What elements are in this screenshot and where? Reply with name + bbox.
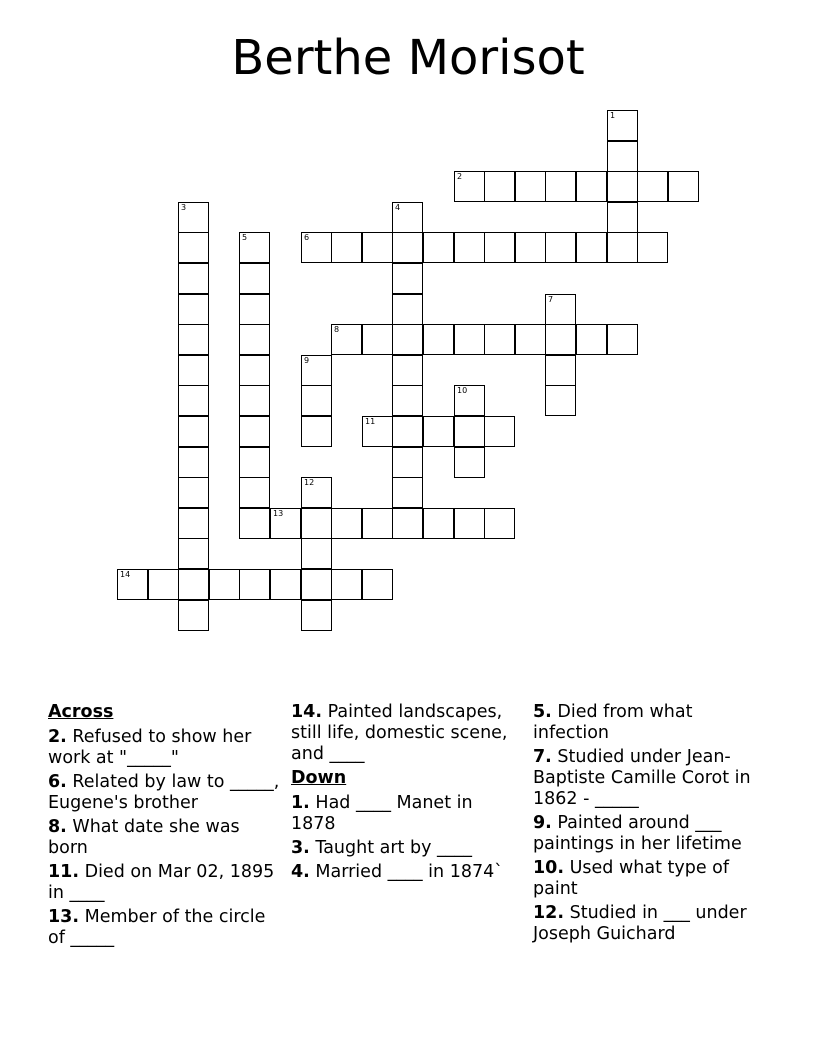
grid-cell[interactable]: [545, 171, 576, 202]
grid-cell[interactable]: [331, 508, 362, 539]
grid-cell[interactable]: [178, 202, 209, 233]
grid-cell[interactable]: [515, 171, 546, 202]
clue-across-6: [48, 772, 280, 814]
grid-cell[interactable]: [362, 508, 393, 539]
cell-number: 7: [548, 295, 554, 304]
clue-text: What date she was born: [48, 817, 240, 858]
across-heading: Across: [48, 702, 114, 722]
grid-cell[interactable]: [392, 294, 423, 325]
clue-text: Painted around ___ paintings in her lifetime: [533, 813, 742, 854]
clue-number: 6.: [48, 772, 67, 792]
cell-number: 13: [273, 509, 284, 518]
grid-cell[interactable]: [178, 294, 209, 325]
grid-cell[interactable]: [607, 110, 638, 141]
cell-number: 3: [181, 203, 187, 212]
grid-cell[interactable]: [607, 202, 638, 233]
clue-down-9: [533, 813, 773, 855]
clue-across-2: [48, 727, 280, 769]
grid-cell[interactable]: [637, 232, 668, 263]
grid-cell[interactable]: [392, 324, 423, 355]
grid-cell[interactable]: [178, 385, 209, 416]
cell-number: 9: [304, 356, 310, 365]
grid-cell[interactable]: [362, 232, 393, 263]
clue-text: Had ____ Manet in 1878: [291, 793, 473, 834]
grid-cell[interactable]: [301, 600, 332, 631]
grid-cell[interactable]: [515, 232, 546, 263]
grid-cell[interactable]: [178, 508, 209, 539]
grid-cell[interactable]: [178, 355, 209, 386]
grid-cell[interactable]: [392, 508, 423, 539]
cell-number: 11: [365, 417, 376, 426]
clue-down-7: [533, 747, 773, 810]
grid-cell[interactable]: [239, 508, 270, 539]
grid-cell[interactable]: [454, 447, 485, 478]
grid-cell[interactable]: [392, 263, 423, 294]
grid-cell[interactable]: [392, 232, 423, 263]
grid-cell[interactable]: [178, 477, 209, 508]
grid-cell[interactable]: [454, 385, 485, 416]
cell-number: 4: [395, 203, 401, 212]
grid-cell[interactable]: [545, 294, 576, 325]
clue-number: 4.: [291, 862, 310, 882]
grid-cell[interactable]: [178, 447, 209, 478]
grid-cell[interactable]: [423, 232, 454, 263]
grid-cell[interactable]: [607, 171, 638, 202]
clue-text: Studied in ___ under Joseph Guichard: [533, 903, 747, 944]
grid-cell[interactable]: [392, 416, 423, 447]
grid-cell[interactable]: [239, 477, 270, 508]
grid-cell[interactable]: [423, 416, 454, 447]
grid-cell[interactable]: [148, 569, 179, 600]
grid-cell[interactable]: [484, 416, 515, 447]
cell-number: 2: [457, 172, 463, 181]
grid-cell[interactable]: [239, 447, 270, 478]
grid-cell[interactable]: [239, 385, 270, 416]
grid-cell[interactable]: [484, 324, 515, 355]
grid-cell[interactable]: [301, 508, 332, 539]
clue-text: Studied under Jean-Baptiste Camille Corot in 1862 - _____: [533, 747, 751, 809]
cell-number: 6: [304, 233, 310, 242]
cell-number: 5: [242, 233, 248, 242]
clue-down-12: [533, 903, 773, 945]
grid-cell[interactable]: [301, 416, 332, 447]
grid-cell[interactable]: [178, 600, 209, 631]
grid-cell[interactable]: [668, 171, 699, 202]
grid-cell[interactable]: [576, 324, 607, 355]
grid-cell[interactable]: [454, 232, 485, 263]
down-heading: Down: [291, 768, 347, 788]
grid-cell[interactable]: [454, 416, 485, 447]
grid-cell[interactable]: [545, 385, 576, 416]
clue-number: 7.: [533, 747, 552, 767]
grid-cell[interactable]: [178, 324, 209, 355]
clue-number: 8.: [48, 817, 67, 837]
grid-cell[interactable]: [239, 294, 270, 325]
cell-number: 12: [304, 478, 315, 487]
grid-cell[interactable]: [331, 232, 362, 263]
grid-cell[interactable]: [178, 232, 209, 263]
clue-across-14: [291, 702, 511, 765]
clue-across-11: [48, 862, 280, 904]
clue-down-4: [291, 862, 511, 883]
clue-down-3: [291, 838, 511, 859]
grid-cell[interactable]: [301, 232, 332, 263]
grid-cell[interactable]: [239, 416, 270, 447]
clue-text: Used what type of paint: [533, 858, 730, 899]
clues-column-3: [533, 702, 773, 948]
grid-cell[interactable]: [301, 385, 332, 416]
grid-cell[interactable]: [117, 569, 148, 600]
clue-number: 1.: [291, 793, 310, 813]
clue-number: 13.: [48, 907, 80, 927]
grid-cell[interactable]: [362, 569, 393, 600]
clue-down-1: [291, 793, 511, 835]
clue-text: Taught art by ____: [315, 838, 473, 858]
clue-across-8: [48, 817, 280, 859]
clue-number: 12.: [533, 903, 565, 923]
clue-text: Died from what infection: [533, 702, 693, 743]
clues-column-1: [48, 702, 280, 952]
grid-cell[interactable]: [454, 324, 485, 355]
grid-cell[interactable]: [270, 508, 301, 539]
clue-number: 3.: [291, 838, 310, 858]
clue-number: 2.: [48, 727, 67, 747]
grid-cell[interactable]: [178, 538, 209, 569]
grid-cell[interactable]: [239, 355, 270, 386]
grid-cell[interactable]: [270, 569, 301, 600]
page-title: Berthe Morisot: [231, 30, 585, 86]
grid-cell[interactable]: [301, 569, 332, 600]
grid-cell[interactable]: [484, 232, 515, 263]
grid-cell[interactable]: [178, 263, 209, 294]
clues-column-2: [291, 702, 511, 886]
grid-cell[interactable]: [178, 416, 209, 447]
clue-text: Married ____ in 1874`: [315, 862, 503, 882]
grid-cell[interactable]: [607, 232, 638, 263]
grid-cell[interactable]: [607, 141, 638, 172]
grid-cell[interactable]: [331, 324, 362, 355]
clue-number: 9.: [533, 813, 552, 833]
grid-cell[interactable]: [607, 324, 638, 355]
grid-cell[interactable]: [576, 171, 607, 202]
grid-cell[interactable]: [301, 538, 332, 569]
clue-number: 11.: [48, 862, 80, 882]
cell-number: 10: [457, 386, 468, 395]
grid-cell[interactable]: [178, 569, 209, 600]
clue-text: Painted landscapes, still life, domestic scene, and ____: [291, 702, 508, 764]
grid-cell[interactable]: [454, 508, 485, 539]
grid-cell[interactable]: [484, 508, 515, 539]
grid-cell[interactable]: [423, 324, 454, 355]
grid-cell[interactable]: [545, 232, 576, 263]
grid-cell[interactable]: [362, 416, 393, 447]
grid-cell[interactable]: [392, 202, 423, 233]
grid-cell[interactable]: [301, 477, 332, 508]
clue-down-10: [533, 858, 773, 900]
grid-cell[interactable]: [637, 171, 668, 202]
grid-cell[interactable]: [392, 385, 423, 416]
cell-number: 1: [610, 111, 616, 120]
grid-cell[interactable]: [484, 171, 515, 202]
grid-cell[interactable]: [454, 171, 485, 202]
grid-cell[interactable]: [239, 569, 270, 600]
grid-cell[interactable]: [239, 324, 270, 355]
cell-number: 8: [334, 325, 340, 334]
grid-cell[interactable]: [545, 324, 576, 355]
cell-number: 14: [120, 570, 131, 579]
clue-number: 14.: [291, 702, 323, 722]
clue-across-13: [48, 907, 280, 949]
clue-number: 10.: [533, 858, 565, 878]
clue-down-5: [533, 702, 773, 744]
grid-cell[interactable]: [239, 263, 270, 294]
grid-cell[interactable]: [301, 355, 332, 386]
grid-cell[interactable]: [392, 447, 423, 478]
grid-cell[interactable]: [392, 355, 423, 386]
grid-cell[interactable]: [362, 324, 393, 355]
grid-cell[interactable]: [576, 232, 607, 263]
grid-cell[interactable]: [545, 355, 576, 386]
clue-text: Died on Mar 02, 1895 in ____: [48, 862, 275, 903]
clue-text: Refused to show her work at "_____": [48, 727, 252, 768]
clue-number: 5.: [533, 702, 552, 722]
grid-cell[interactable]: [515, 324, 546, 355]
clue-text: Related by law to _____, Eugene's brother: [48, 772, 280, 813]
grid-cell[interactable]: [331, 569, 362, 600]
clue-text: Member of the circle of _____: [48, 907, 266, 948]
grid-cell[interactable]: [239, 232, 270, 263]
grid-cell[interactable]: [392, 477, 423, 508]
grid-cell[interactable]: [209, 569, 240, 600]
grid-cell[interactable]: [423, 508, 454, 539]
